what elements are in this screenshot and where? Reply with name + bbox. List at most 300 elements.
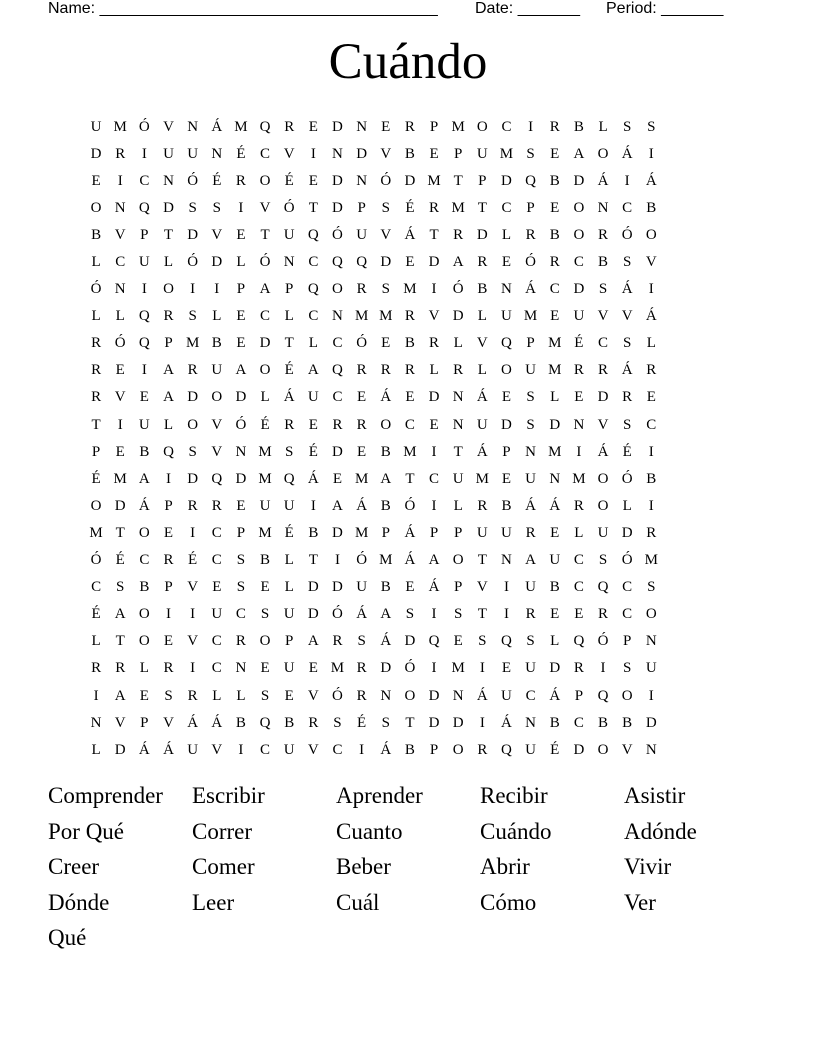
grid-letter: Á [476, 389, 488, 406]
grid-row [84, 438, 663, 465]
grid-letter: O [90, 199, 102, 216]
grid-letter: Ó [90, 552, 102, 569]
grid-letter: E [501, 470, 512, 487]
grid-letter: D [235, 470, 247, 487]
grid-letter: S [526, 145, 535, 162]
grid-letter: E [550, 145, 560, 162]
word-list-item: Comprender [48, 783, 163, 808]
grid-letter: I [190, 660, 196, 677]
grid-letter: I [141, 145, 147, 162]
grid-letter: Á [525, 281, 537, 298]
grid-letter: I [238, 741, 244, 758]
grid-letter: N [501, 552, 512, 569]
grid-letter: I [117, 416, 123, 433]
grid-letter: T [429, 226, 439, 243]
grid-letter: U [476, 145, 488, 162]
grid-letter: C [308, 308, 319, 325]
grid-letter: R [525, 226, 536, 243]
grid-letter: U [645, 660, 657, 677]
grid-letter: C [91, 579, 102, 596]
grid-letter: É [236, 145, 246, 162]
grid-letter: R [115, 660, 126, 677]
grid-letter: P [454, 145, 463, 162]
grid-letter: C [115, 254, 126, 271]
grid-letter: É [91, 606, 101, 623]
grid-letter: C [501, 118, 512, 135]
grid-letter: S [647, 579, 656, 596]
grid-letter: O [259, 362, 271, 379]
grid-letter: Á [404, 524, 416, 541]
grid-letter: V [259, 199, 271, 216]
grid-letter: M [572, 470, 586, 487]
grid-letter: Ó [138, 118, 150, 135]
grid-letter: B [404, 741, 415, 758]
grid-letter: L [308, 335, 318, 352]
grid-letter: P [622, 633, 632, 650]
grid-letter: E [236, 308, 246, 325]
grid-letter: N [573, 416, 585, 433]
grid-letter: V [114, 389, 126, 406]
grid-letter: O [645, 606, 657, 623]
grid-letter: E [308, 660, 318, 677]
grid-letter: Á [356, 606, 368, 623]
grid-letter: M [234, 118, 248, 135]
grid-letter: R [525, 524, 536, 541]
grid-letter: B [573, 118, 584, 135]
grid-letter: U [307, 389, 319, 406]
grid-letter: Ó [114, 335, 126, 352]
grid-letter: C [598, 335, 609, 352]
grid-letter: E [139, 389, 149, 406]
grid-letter: A [332, 497, 343, 514]
grid-letter: E [429, 416, 439, 433]
grid-letter: U [549, 552, 561, 569]
grid-letter: L [284, 552, 294, 569]
grid-letter: E [453, 633, 463, 650]
grid-letter: I [310, 497, 316, 514]
grid-letter: O [187, 416, 199, 433]
grid-letter: B [646, 470, 657, 487]
grid-letter: R [573, 660, 584, 677]
grid-letter: C [622, 199, 633, 216]
grid-letter: I [141, 281, 147, 298]
grid-letter: B [380, 497, 391, 514]
grid-letter: I [431, 606, 437, 623]
word-list-item: Recibir [480, 783, 548, 808]
grid-letter: D [332, 524, 343, 541]
grid-letter: M [354, 524, 369, 541]
grid-letter: N [90, 714, 102, 731]
grid-letter: C [646, 416, 657, 433]
grid-letter: B [211, 335, 222, 352]
grid-letter: Á [501, 714, 512, 731]
grid-letter: Ó [380, 172, 392, 189]
grid-letter: S [478, 633, 487, 650]
grid-letter: E [646, 389, 656, 406]
grid-letter: O [452, 552, 464, 569]
word-list-item: Ver [624, 889, 656, 915]
grid-letter: A [573, 145, 585, 162]
grid-letter: D [573, 172, 585, 189]
grid-letter: P [454, 579, 463, 596]
grid-letter: U [525, 741, 537, 758]
grid-letter: D [476, 226, 488, 243]
grid-letter: E [236, 335, 246, 352]
grid-letter: Ó [90, 281, 102, 298]
grid-letter: V [211, 416, 223, 433]
grid-letter: T [115, 633, 125, 650]
grid-letter: R [235, 172, 246, 189]
grid-letter: L [574, 524, 584, 541]
grid-letter: Q [501, 335, 512, 352]
grid-letter: D [452, 308, 464, 325]
grid-letter: N [211, 145, 223, 162]
grid-letter: C [573, 254, 584, 271]
grid-letter: D [621, 524, 633, 541]
grid-letter: B [308, 524, 319, 541]
grid-letter: E [139, 687, 149, 704]
grid-letter: É [574, 335, 584, 352]
grid-letter: S [622, 118, 632, 135]
grid-letter: E [115, 362, 125, 379]
grid-letter: D [332, 118, 343, 135]
grid-letter: S [622, 335, 632, 352]
grid-letter: Á [621, 281, 633, 298]
grid-letter: P [526, 335, 535, 352]
grid-letter: R [477, 497, 488, 514]
grid-letter: L [260, 389, 270, 406]
word-list-item: Asistir [624, 783, 686, 808]
grid-letter: C [139, 552, 150, 569]
grid-letter: P [140, 226, 149, 243]
grid-row [84, 357, 663, 384]
grid-letter: B [549, 714, 560, 731]
grid-letter: M [354, 470, 369, 487]
grid-letter: T [477, 606, 487, 623]
grid-letter: V [307, 741, 319, 758]
grid-letter: Ó [621, 552, 633, 569]
grid-letter: I [214, 281, 220, 298]
grid-letter: M [330, 660, 345, 677]
grid-letter: N [114, 281, 126, 298]
grid-letter: A [380, 606, 392, 623]
grid-letter: P [164, 579, 173, 596]
grid-letter: T [453, 443, 463, 460]
grid-letter: R [404, 362, 415, 379]
grid-letter: E [357, 443, 367, 460]
grid-letter: I [479, 714, 485, 731]
grid-letter: O [573, 226, 585, 243]
grid-letter: S [236, 579, 246, 596]
grid-letter: P [381, 524, 390, 541]
grid-letter: D [163, 199, 174, 216]
grid-letter: R [356, 362, 367, 379]
grid-letter: L [622, 497, 632, 514]
grid-letter: V [380, 145, 392, 162]
date-field: Date: _______ [475, 0, 580, 17]
grid-letter: U [525, 579, 537, 596]
grid-letter: S [212, 199, 221, 216]
grid-letter: L [550, 633, 560, 650]
grid-letter: S [236, 552, 246, 569]
grid-letter: E [501, 254, 512, 271]
grid-letter: R [380, 362, 391, 379]
grid-letter: U [187, 145, 199, 162]
grid-letter: A [163, 362, 174, 379]
grid-letter: I [190, 524, 196, 541]
grid-letter: R [573, 497, 584, 514]
grid-letter: R [525, 606, 536, 623]
grid-letter: L [453, 335, 463, 352]
grid-row [84, 492, 663, 519]
grid-letter: T [163, 226, 174, 243]
grid-letter: P [140, 714, 149, 731]
grid-letter: M [548, 335, 562, 352]
grid-letter: S [260, 606, 270, 623]
grid-letter: R [308, 714, 319, 731]
grid-letter: U [452, 470, 464, 487]
grid-letter: U [501, 524, 512, 541]
grid-letter: Á [597, 172, 609, 189]
grid-letter: L [91, 633, 101, 650]
grid-letter: B [598, 714, 609, 731]
grid-letter: U [211, 362, 223, 379]
grid-letter: O [90, 497, 102, 514]
grid-letter: Ó [283, 199, 295, 216]
grid-letter: Á [307, 470, 319, 487]
grid-letter: C [549, 281, 560, 298]
grid-letter: Ó [332, 687, 343, 704]
word-list-item: Creer [48, 854, 100, 879]
grid-letter: T [405, 470, 415, 487]
grid-letter: V [380, 226, 392, 243]
grid-letter: D [187, 226, 199, 243]
grid-letter: P [285, 633, 294, 650]
grid-letter: L [163, 416, 174, 433]
grid-letter: U [573, 308, 585, 325]
grid-letter: O [597, 497, 609, 514]
grid-letter: C [501, 199, 512, 216]
grid-letter: C [308, 254, 319, 271]
grid-letter: I [648, 687, 654, 704]
grid-letter: R [91, 389, 102, 406]
grid-letter: R [404, 308, 415, 325]
grid-letter: O [211, 389, 223, 406]
grid-letter: I [576, 443, 582, 460]
grid-letter: L [284, 308, 294, 325]
grid-letter: P [502, 443, 511, 460]
grid-letter: E [501, 389, 512, 406]
grid-letter: U [187, 741, 199, 758]
grid-letter: U [356, 579, 368, 596]
grid-row [84, 519, 663, 546]
grid-letter: I [648, 497, 654, 514]
grid-letter: N [187, 118, 199, 135]
grid-letter: L [91, 308, 101, 325]
grid-letter: D [356, 145, 368, 162]
grid-letter: N [356, 172, 368, 189]
grid-letter: R [356, 416, 367, 433]
grid-letter: M [548, 443, 562, 460]
grid-letter: O [138, 633, 150, 650]
grid-letter: M [403, 443, 417, 460]
grid-letter: R [404, 118, 415, 135]
grid-letter: O [452, 741, 464, 758]
grid-letter: R [211, 497, 222, 514]
grid-letter: Á [380, 389, 392, 406]
grid-letter: D [235, 389, 247, 406]
grid-letter: Ó [235, 416, 247, 433]
grid-letter: V [476, 579, 488, 596]
grid-letter: L [163, 254, 174, 271]
grid-letter: L [236, 687, 246, 704]
grid-letter: E [163, 524, 174, 541]
grid-letter: E [212, 579, 222, 596]
grid-letter: I [624, 172, 630, 189]
grid-letter: V [597, 416, 609, 433]
grid-letter: T [308, 552, 318, 569]
grid-letter: Ó [621, 226, 633, 243]
grid-letter: E [91, 172, 101, 189]
grid-letter: M [499, 145, 514, 162]
grid-letter: I [334, 552, 340, 569]
grid-letter: N [645, 741, 657, 758]
grid-letter: R [356, 687, 367, 704]
grid-letter: U [501, 308, 512, 325]
grid-letter: A [428, 552, 440, 569]
grid-letter: P [236, 524, 246, 541]
grid-letter: E [574, 389, 584, 406]
grid-letter: B [477, 281, 488, 298]
grid-letter: P [454, 524, 463, 541]
grid-letter: E [550, 199, 560, 216]
grid-letter: R [91, 335, 102, 352]
grid-row [84, 709, 663, 736]
grid-letter: U [283, 660, 295, 677]
grid-letter: B [549, 172, 560, 189]
grid-letter: V [211, 741, 223, 758]
grid-letter: D [452, 714, 464, 731]
grid-letter: D [573, 741, 585, 758]
grid-letter: I [165, 470, 171, 487]
grid-letter: I [431, 281, 437, 298]
grid-row [84, 113, 663, 140]
grid-letter: N [235, 443, 247, 460]
grid-letter: C [211, 552, 222, 569]
grid-letter: M [113, 470, 127, 487]
grid-letter: D [428, 254, 440, 271]
grid-letter: A [452, 254, 464, 271]
grid-letter: I [238, 199, 244, 216]
grid-letter: I [479, 660, 485, 677]
word-list-item: Cómo [480, 889, 537, 915]
grid-letter: E [574, 606, 584, 623]
grid-letter: D [549, 416, 561, 433]
grid-letter: Q [138, 335, 150, 352]
grid-letter: R [332, 416, 343, 433]
grid-letter: E [115, 443, 125, 460]
grid-letter: O [138, 524, 150, 541]
grid-letter: M [113, 118, 127, 135]
grid-letter: R [477, 741, 488, 758]
grid-letter: S [381, 199, 390, 216]
grid-letter: L [139, 660, 149, 677]
grid-letter: Á [645, 308, 657, 325]
grid-letter: R [163, 308, 174, 325]
grid-letter: S [526, 416, 535, 433]
word-list-item: Cuándo [480, 818, 552, 844]
grid-letter: Á [211, 118, 223, 135]
grid-letter: Á [476, 687, 488, 704]
grid-letter: L [646, 335, 656, 352]
grid-letter: É [284, 172, 294, 189]
grid-letter: É [284, 524, 294, 541]
grid-letter: É [308, 443, 318, 460]
grid-letter: V [163, 714, 174, 731]
grid-letter: Á [163, 741, 174, 758]
grid-letter: I [359, 741, 365, 758]
grid-letter: R [622, 389, 633, 406]
grid-letter: T [405, 714, 415, 731]
grid-letter: Á [380, 741, 392, 758]
grid-letter: B [501, 497, 512, 514]
grid-letter: O [645, 226, 657, 243]
grid-letter: T [115, 524, 125, 541]
grid-letter: L [550, 389, 560, 406]
grid-letter: C [332, 741, 343, 758]
grid-letter: E [260, 660, 270, 677]
grid-letter: E [357, 389, 367, 406]
grid-letter: U [597, 524, 609, 541]
grid-letter: E [405, 254, 415, 271]
grid-letter: B [380, 579, 391, 596]
grid-letter: Á [549, 497, 561, 514]
grid-letter: É [188, 552, 198, 569]
grid-letter: V [187, 579, 199, 596]
grid-row [84, 682, 663, 709]
grid-letter: P [574, 687, 584, 704]
grid-letter: B [139, 579, 150, 596]
grid-letter: R [429, 335, 440, 352]
grid-letter: Ó [332, 226, 343, 243]
grid-letter: N [332, 145, 343, 162]
grid-letter: D [114, 741, 126, 758]
grid-letter: M [451, 118, 465, 135]
grid-letter: I [528, 118, 534, 135]
grid-letter: S [381, 281, 390, 298]
grid-letter: V [645, 254, 657, 271]
grid-letter: V [307, 687, 319, 704]
grid-letter: U [283, 226, 295, 243]
grid-letter: N [645, 633, 657, 650]
grid-letter: S [622, 254, 632, 271]
grid-letter: P [429, 524, 439, 541]
grid-letter: D [114, 497, 126, 514]
grid-letter: U [138, 254, 150, 271]
grid-letter: V [211, 443, 223, 460]
grid-letter: L [115, 308, 125, 325]
grid-letter: R [163, 660, 174, 677]
grid-letter: R [284, 118, 295, 135]
grid-letter: Q [501, 741, 512, 758]
grid-letter: C [622, 606, 633, 623]
grid-letter: E [381, 335, 391, 352]
grid-letter: U [525, 362, 537, 379]
grid-letter: M [644, 552, 658, 569]
grid-letter: D [332, 199, 343, 216]
grid-letter: B [91, 226, 102, 243]
grid-letter: M [354, 308, 369, 325]
